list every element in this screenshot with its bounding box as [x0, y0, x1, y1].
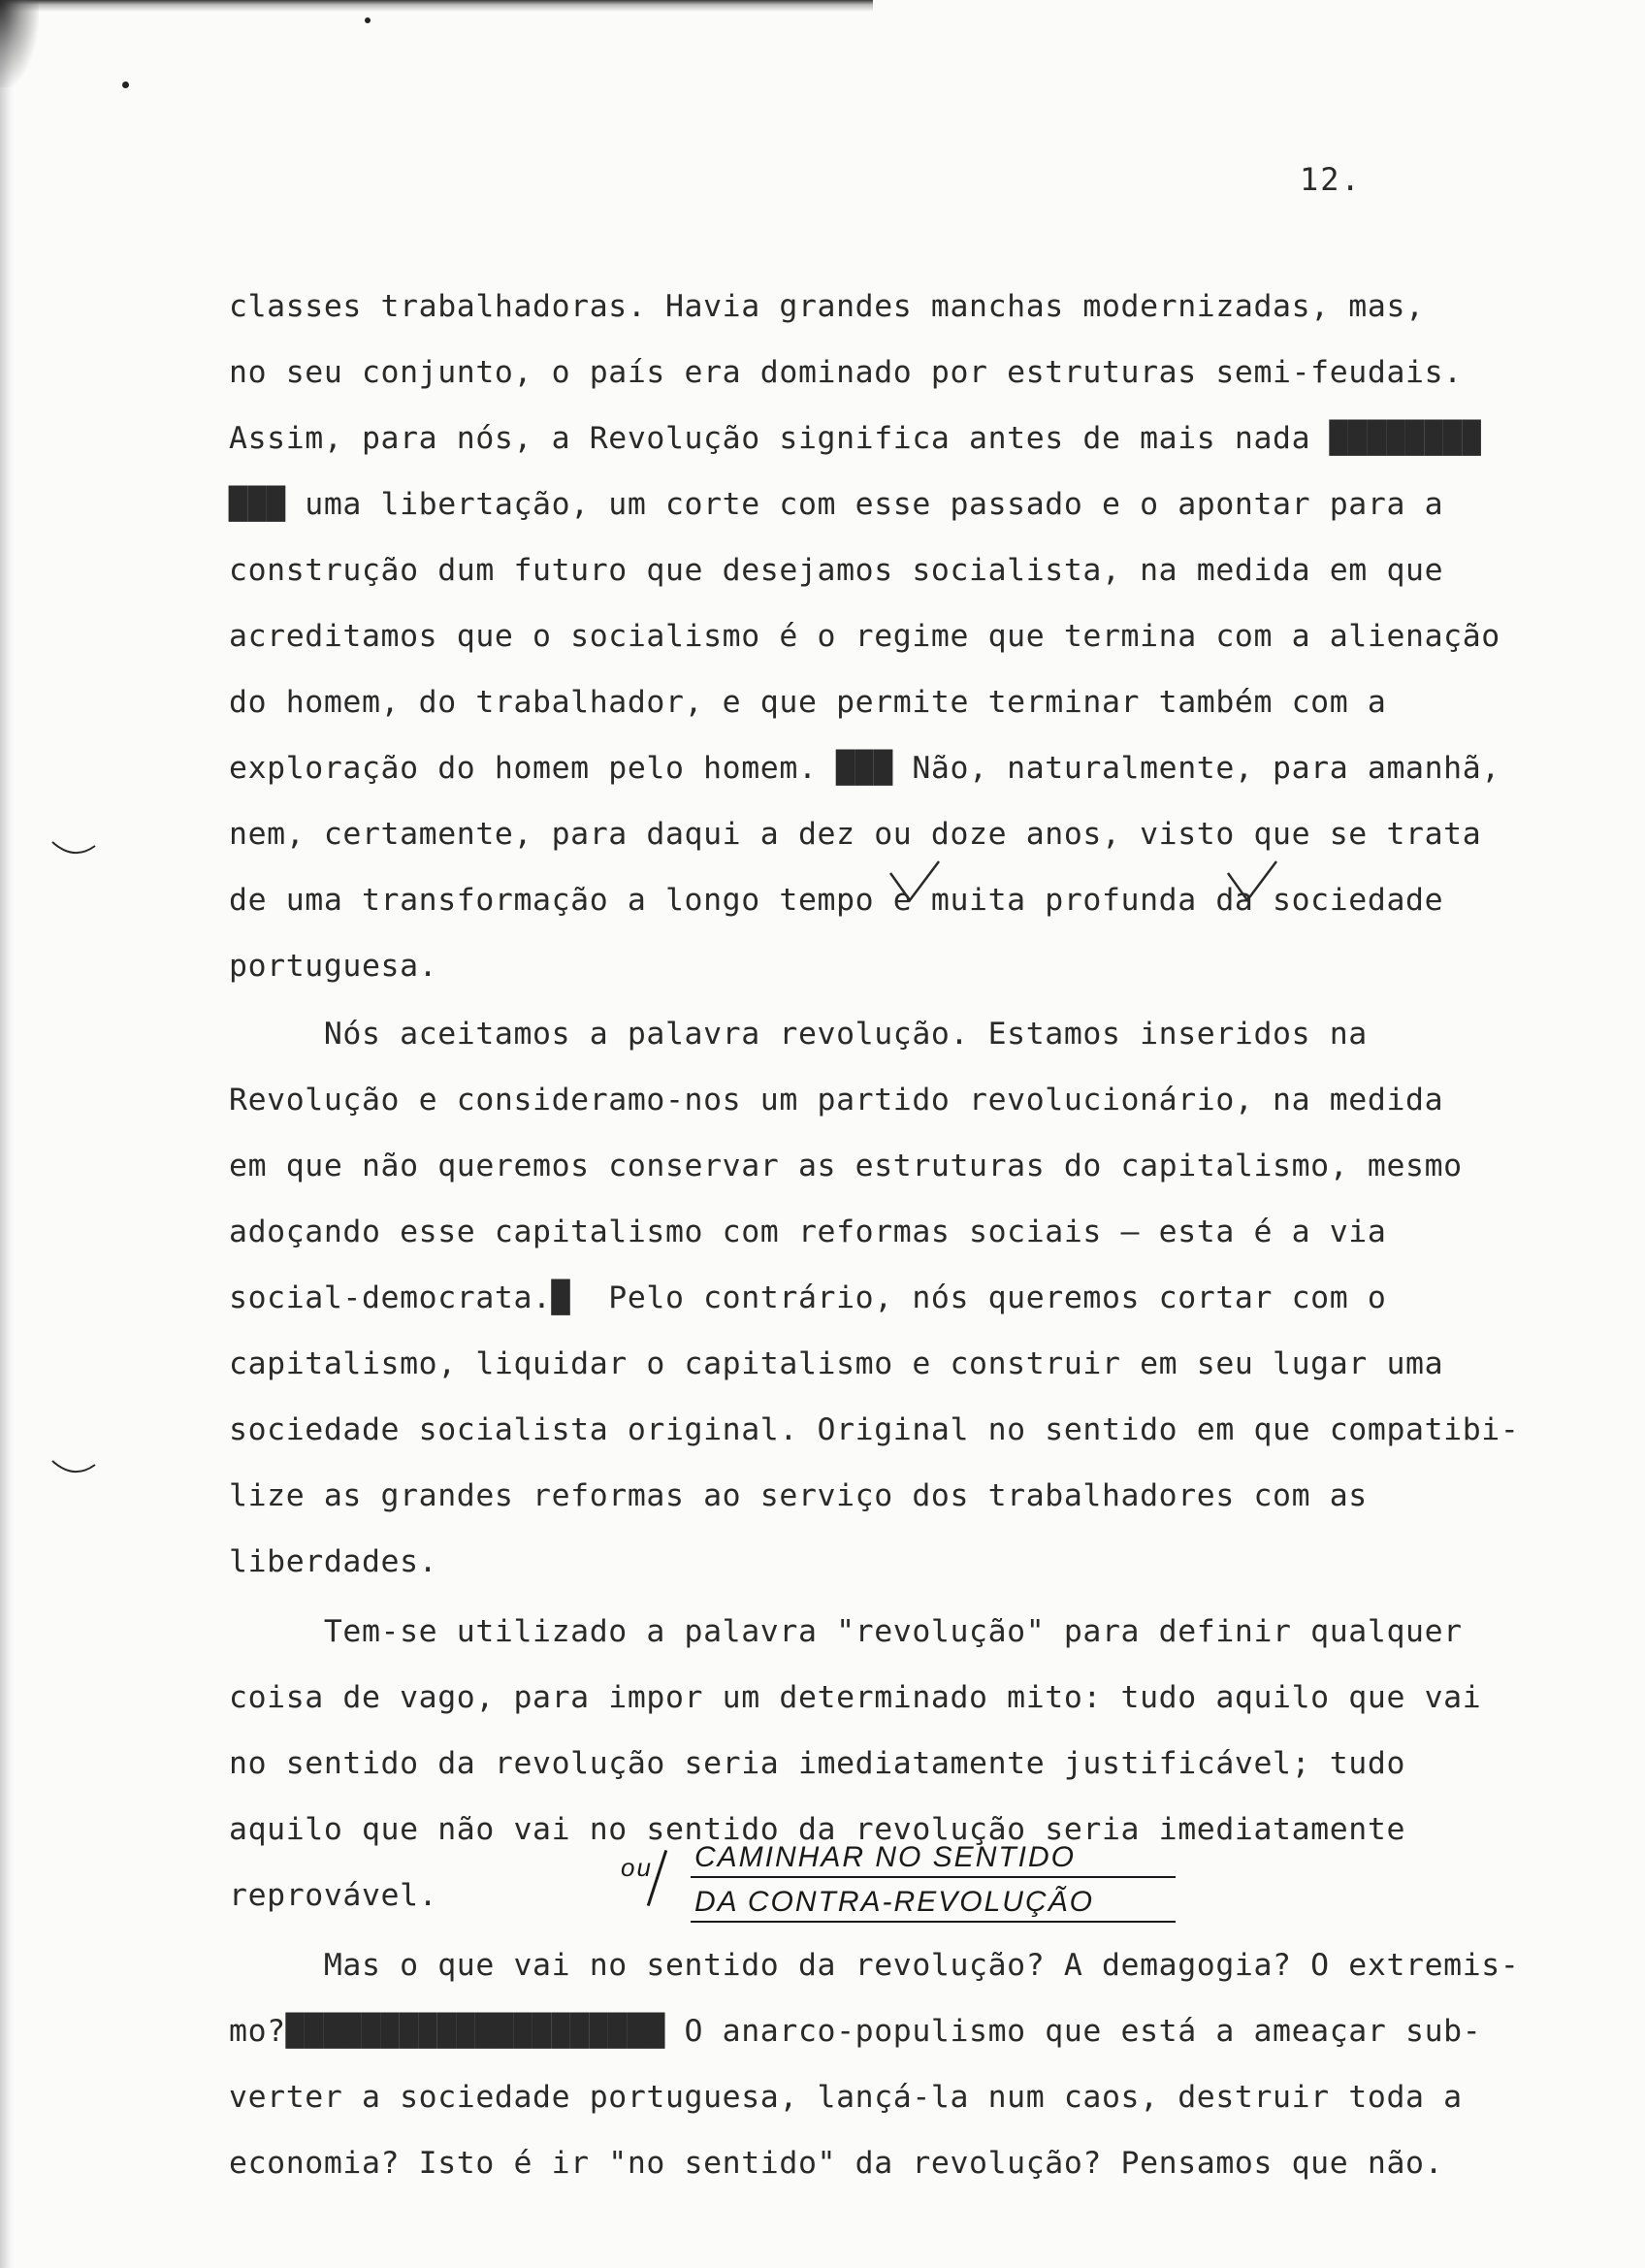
text-line: de uma transformação a longo tempo e muita profunda da sociedade [229, 883, 1444, 918]
text-line: sociedade socialista original. Original no sentido em que compatibi- [229, 1412, 1520, 1447]
text-line: Mas o que vai no sentido da revolução? A demagogia? O extremis- [229, 1948, 1520, 1983]
text-line: reprovável. [229, 1878, 438, 1913]
handwritten-annotation-prefix: ou [621, 1853, 653, 1882]
text-line: Assim, para nós, a Revolução significa antes de mais nada ████████ [229, 421, 1482, 456]
handwritten-annotation-line: DA CONTRA-REVOLUÇÃO [694, 1886, 1094, 1918]
text-line: liberdades. [229, 1544, 438, 1579]
annotation-underline [691, 1876, 1176, 1878]
text-line: nem, certamente, para daqui a dez ou doze anos, visto que se trata [229, 817, 1482, 852]
page-number: 12. [1300, 161, 1362, 198]
text-line: social-democrata.█ Pelo contrário, nós queremos cortar com o [229, 1280, 1387, 1315]
text-line: capitalismo, liquidar o capitalismo e construir em seu lugar uma [229, 1346, 1444, 1381]
text-line: Tem-se utilizado a palavra "revolução" para definir qualquer [229, 1614, 1463, 1649]
margin-curve-mark [50, 1455, 99, 1480]
text-line: construção dum futuro que desejamos socialista, na medida em que [229, 553, 1444, 588]
margin-curve-mark [50, 836, 99, 861]
text-line: do homem, do trabalhador, e que permite terminar também com a [229, 685, 1387, 720]
text-line: ███ uma libertação, um corte com esse passado e o apontar para a [229, 487, 1444, 522]
text-line: Nós aceitamos a palavra revolução. Estamos inseridos na [229, 1017, 1368, 1052]
text-line: em que não queremos conservar as estruturas do capitalismo, mesmo [229, 1149, 1463, 1183]
scan-top-smudge [0, 0, 873, 12]
text-line: economia? Isto é ir "no sentido" da revolução? Pensamos que não. [229, 2146, 1444, 2181]
speck-mark [122, 81, 129, 88]
text-line: no seu conjunto, o país era dominado por estruturas semi-feudais. [229, 355, 1463, 390]
text-line: acreditamos que o socialismo é o regime que termina com a alienação [229, 619, 1500, 654]
text-line: aquilo que não vai no sentido da revolução seria imediatamente [229, 1812, 1406, 1847]
text-line: lize as grandes reformas ao serviço dos trabalhadores com as [229, 1478, 1368, 1513]
text-line: mo?████████████████████ O anarco-populismo que está a ameaçar sub- [229, 2014, 1482, 2049]
scan-corner-smudge [0, 0, 39, 87]
binding-edge-shadow [0, 0, 14, 2268]
text-line: classes trabalhadoras. Havia grandes manchas modernizadas, mas, [229, 289, 1425, 324]
insertion-caret-mark [888, 858, 947, 906]
text-line: exploração do homem pelo homem. ███ Não, naturalmente, para amanhã, [229, 751, 1500, 786]
speck-mark [365, 17, 371, 23]
text-line: portuguesa. [229, 949, 438, 984]
annotation-underline [691, 1921, 1176, 1923]
text-line: verter a sociedade portuguesa, lançá-la num caos, destruir toda a [229, 2080, 1463, 2115]
handwritten-annotation-line: CAMINHAR NO SENTIDO [694, 1841, 1077, 1873]
insertion-caret-mark [1226, 858, 1284, 906]
text-line: adoçando esse capitalismo com reformas sociais — esta é a via [229, 1215, 1387, 1249]
text-line: no sentido da revolução seria imediatamente justificável; tudo [229, 1746, 1406, 1781]
text-line: Revolução e consideramo-nos um partido revolucionário, na medida [229, 1083, 1444, 1118]
text-line: coisa de vago, para impor um determinado mito: tudo aquilo que vai [229, 1680, 1482, 1715]
